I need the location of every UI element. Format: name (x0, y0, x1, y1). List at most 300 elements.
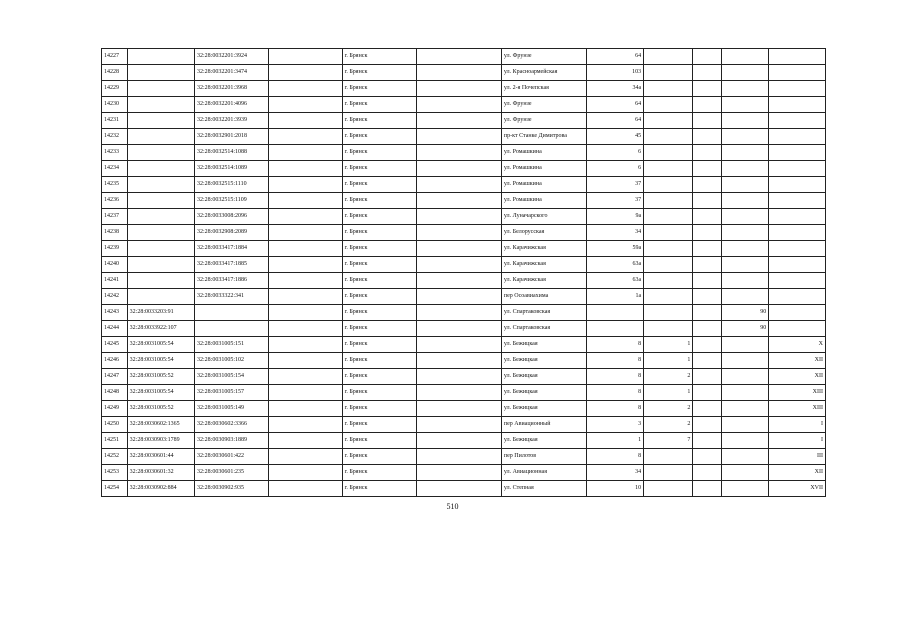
cell-premises-number (769, 305, 826, 321)
cell-extra-cadastral-number (268, 257, 342, 273)
cell-corpus (693, 449, 722, 465)
cell-house-number: 103 (587, 65, 644, 81)
cell-house-number: 8 (587, 385, 644, 401)
table-row (102, 145, 826, 161)
cell-object-cadastral-number: 32:28:0032514:1089 (195, 161, 269, 177)
cell-corpus (693, 321, 722, 337)
cell-building (644, 129, 693, 145)
cell-building (644, 241, 693, 257)
cell-flat (722, 65, 769, 81)
cell-building: 7 (644, 433, 693, 449)
cell-street: ул. Бежицкая (501, 353, 587, 369)
cell-land-cadastral-number (127, 193, 194, 209)
cell-district (417, 225, 501, 241)
cell-extra-cadastral-number (268, 209, 342, 225)
table-row (102, 353, 826, 369)
table-body (102, 49, 826, 497)
cell-street: ул. 2-я Почепская (501, 81, 587, 97)
cell-house-number: 9а (587, 209, 644, 225)
cell-flat (722, 273, 769, 289)
cell-object-cadastral-number: 32:28:0032514:1088 (195, 145, 269, 161)
cell-flat (722, 97, 769, 113)
cell-corpus (693, 113, 722, 129)
table-row (102, 433, 826, 449)
cell-extra-cadastral-number (268, 481, 342, 497)
registry-table (101, 48, 826, 497)
cell-building (644, 209, 693, 225)
cell-extra-cadastral-number (268, 49, 342, 65)
cell-street: ул. Спартаковская (501, 321, 587, 337)
cell-building (644, 49, 693, 65)
cell-city: г. Брянск (342, 337, 417, 353)
cell-premises-number (769, 65, 826, 81)
cell-premises-number (769, 225, 826, 241)
cell-row-number: 14233 (102, 145, 128, 161)
cell-extra-cadastral-number (268, 433, 342, 449)
cell-street: ул. Белорусская (501, 225, 587, 241)
cell-city: г. Брянск (342, 481, 417, 497)
cell-row-number: 14236 (102, 193, 128, 209)
cell-building (644, 321, 693, 337)
cell-house-number: 10 (587, 481, 644, 497)
cell-house-number: 45 (587, 129, 644, 145)
cell-row-number: 14249 (102, 401, 128, 417)
cell-corpus (693, 433, 722, 449)
cell-flat (722, 113, 769, 129)
cell-flat (722, 289, 769, 305)
cell-street: ул. Фрунзе (501, 49, 587, 65)
cell-building (644, 273, 693, 289)
cell-city: г. Брянск (342, 129, 417, 145)
cell-flat (722, 369, 769, 385)
table-row (102, 337, 826, 353)
cell-row-number: 14227 (102, 49, 128, 65)
cell-extra-cadastral-number (268, 449, 342, 465)
cell-building (644, 305, 693, 321)
cell-premises-number: I (769, 433, 826, 449)
cell-district (417, 177, 501, 193)
page-number: 510 (446, 502, 459, 511)
cell-corpus (693, 97, 722, 113)
cell-house-number: 63а (587, 257, 644, 273)
cell-building (644, 193, 693, 209)
cell-city: г. Брянск (342, 465, 417, 481)
cell-premises-number: XII (769, 465, 826, 481)
cell-land-cadastral-number: 32:28:0031005:54 (127, 337, 194, 353)
cell-district (417, 433, 501, 449)
cell-city: г. Брянск (342, 305, 417, 321)
cell-city: г. Брянск (342, 289, 417, 305)
cell-object-cadastral-number: 32:28:0030602:3366 (195, 417, 269, 433)
cell-building (644, 465, 693, 481)
cell-object-cadastral-number: 32:28:0031005:151 (195, 337, 269, 353)
cell-district (417, 321, 501, 337)
cell-district (417, 353, 501, 369)
cell-premises-number (769, 161, 826, 177)
cell-row-number: 14254 (102, 481, 128, 497)
cell-district (417, 257, 501, 273)
cell-flat (722, 465, 769, 481)
cell-object-cadastral-number: 32:28:0033322:341 (195, 289, 269, 305)
cell-extra-cadastral-number (268, 193, 342, 209)
cell-street: ул. Ромашкина (501, 161, 587, 177)
cell-land-cadastral-number (127, 129, 194, 145)
cell-building: 2 (644, 417, 693, 433)
cell-city: г. Брянск (342, 65, 417, 81)
cell-district (417, 49, 501, 65)
cell-extra-cadastral-number (268, 289, 342, 305)
cell-district (417, 97, 501, 113)
cell-district (417, 193, 501, 209)
table-row (102, 369, 826, 385)
cell-object-cadastral-number (195, 321, 269, 337)
cell-district (417, 449, 501, 465)
cell-object-cadastral-number: 32:28:0031005:157 (195, 385, 269, 401)
cell-district (417, 241, 501, 257)
table-row (102, 257, 826, 273)
cell-house-number: 64 (587, 113, 644, 129)
cell-row-number: 14234 (102, 161, 128, 177)
cell-flat (722, 209, 769, 225)
cell-building (644, 257, 693, 273)
cell-extra-cadastral-number (268, 305, 342, 321)
cell-corpus (693, 353, 722, 369)
cell-house-number: 8 (587, 449, 644, 465)
cell-flat (722, 337, 769, 353)
cell-row-number: 14253 (102, 465, 128, 481)
table-row (102, 417, 826, 433)
cell-street: ул. Фрунзе (501, 97, 587, 113)
cell-object-cadastral-number: 32:28:0032515:1109 (195, 193, 269, 209)
cell-land-cadastral-number (127, 241, 194, 257)
cell-row-number: 14251 (102, 433, 128, 449)
cell-city: г. Брянск (342, 81, 417, 97)
cell-extra-cadastral-number (268, 241, 342, 257)
table-row (102, 209, 826, 225)
cell-row-number: 14231 (102, 113, 128, 129)
table-row (102, 161, 826, 177)
cell-premises-number (769, 257, 826, 273)
cell-city: г. Брянск (342, 433, 417, 449)
table-row (102, 385, 826, 401)
cell-extra-cadastral-number (268, 225, 342, 241)
cell-building (644, 113, 693, 129)
cell-building (644, 289, 693, 305)
cell-building: 1 (644, 385, 693, 401)
cell-row-number: 14242 (102, 289, 128, 305)
table-row (102, 81, 826, 97)
cell-premises-number: I (769, 417, 826, 433)
cell-corpus (693, 209, 722, 225)
cell-extra-cadastral-number (268, 81, 342, 97)
cell-premises-number (769, 209, 826, 225)
cell-city: г. Брянск (342, 49, 417, 65)
cell-extra-cadastral-number (268, 321, 342, 337)
cell-land-cadastral-number (127, 225, 194, 241)
table-row (102, 241, 826, 257)
cell-flat (722, 481, 769, 497)
cell-land-cadastral-number: 32:28:0030902:884 (127, 481, 194, 497)
cell-street: пер Осоавиахима (501, 289, 587, 305)
cell-flat (722, 241, 769, 257)
cell-flat (722, 193, 769, 209)
cell-corpus (693, 465, 722, 481)
cell-object-cadastral-number: 32:28:0033417:1886 (195, 273, 269, 289)
cell-corpus (693, 49, 722, 65)
cell-house-number: 1а (587, 289, 644, 305)
cell-row-number: 14229 (102, 81, 128, 97)
cell-district (417, 417, 501, 433)
cell-district (417, 209, 501, 225)
cell-object-cadastral-number: 32:28:0030601:235 (195, 465, 269, 481)
cell-object-cadastral-number: 32:28:0031005:149 (195, 401, 269, 417)
cell-object-cadastral-number: 32:28:0032201:4096 (195, 97, 269, 113)
cell-street: ул. Ромашкина (501, 177, 587, 193)
cell-building (644, 225, 693, 241)
cell-extra-cadastral-number (268, 465, 342, 481)
cell-extra-cadastral-number (268, 417, 342, 433)
cell-extra-cadastral-number (268, 145, 342, 161)
cell-house-number: 63а (587, 273, 644, 289)
cell-building (644, 449, 693, 465)
cell-corpus (693, 417, 722, 433)
cell-district (417, 161, 501, 177)
cell-object-cadastral-number: 32:28:0030601:422 (195, 449, 269, 465)
cell-street: ул. Спартаковская (501, 305, 587, 321)
cell-row-number: 14240 (102, 257, 128, 273)
cell-premises-number (769, 113, 826, 129)
cell-house-number: 3 (587, 417, 644, 433)
cell-object-cadastral-number: 32:28:0032515:1110 (195, 177, 269, 193)
cell-flat (722, 129, 769, 145)
cell-flat (722, 161, 769, 177)
cell-premises-number (769, 145, 826, 161)
cell-flat (722, 417, 769, 433)
cell-premises-number (769, 273, 826, 289)
cell-extra-cadastral-number (268, 97, 342, 113)
cell-flat (722, 177, 769, 193)
cell-row-number: 14250 (102, 417, 128, 433)
cell-land-cadastral-number (127, 177, 194, 193)
cell-district (417, 401, 501, 417)
cell-house-number: 34 (587, 465, 644, 481)
cell-house-number: 37 (587, 177, 644, 193)
cell-street: пр-кт Станке Димитрова (501, 129, 587, 145)
cell-extra-cadastral-number (268, 369, 342, 385)
cell-land-cadastral-number (127, 81, 194, 97)
cell-district (417, 465, 501, 481)
table-row (102, 401, 826, 417)
cell-object-cadastral-number: 32:28:0032201:3474 (195, 65, 269, 81)
cell-corpus (693, 385, 722, 401)
cell-house-number: 6 (587, 145, 644, 161)
cell-district (417, 129, 501, 145)
cell-flat (722, 385, 769, 401)
table-row (102, 97, 826, 113)
table-row (102, 481, 826, 497)
cell-street: ул. Бежицкая (501, 433, 587, 449)
cell-building (644, 161, 693, 177)
cell-land-cadastral-number (127, 145, 194, 161)
cell-city: г. Брянск (342, 273, 417, 289)
cell-premises-number: XVII (769, 481, 826, 497)
cell-row-number: 14239 (102, 241, 128, 257)
cell-building: 1 (644, 337, 693, 353)
registry-table-sheet (101, 48, 826, 497)
cell-object-cadastral-number: 32:28:0033417:1884 (195, 241, 269, 257)
cell-row-number: 14248 (102, 385, 128, 401)
cell-street: пер Пилотов (501, 449, 587, 465)
cell-extra-cadastral-number (268, 273, 342, 289)
cell-land-cadastral-number: 32:28:0030602:1365 (127, 417, 194, 433)
cell-house-number: 6 (587, 161, 644, 177)
cell-house-number: 1 (587, 433, 644, 449)
cell-object-cadastral-number: 32:28:0033008:2096 (195, 209, 269, 225)
cell-flat (722, 401, 769, 417)
cell-land-cadastral-number (127, 49, 194, 65)
cell-district (417, 369, 501, 385)
cell-premises-number (769, 193, 826, 209)
cell-object-cadastral-number (195, 305, 269, 321)
cell-row-number: 14235 (102, 177, 128, 193)
cell-object-cadastral-number: 32:28:0031005:102 (195, 353, 269, 369)
cell-premises-number (769, 241, 826, 257)
cell-street: ул. Бежицкая (501, 385, 587, 401)
table-row (102, 321, 826, 337)
cell-house-number: 64 (587, 97, 644, 113)
cell-district (417, 65, 501, 81)
cell-building (644, 81, 693, 97)
cell-building: 2 (644, 369, 693, 385)
cell-premises-number: X (769, 337, 826, 353)
cell-corpus (693, 337, 722, 353)
cell-extra-cadastral-number (268, 177, 342, 193)
cell-premises-number: III (769, 449, 826, 465)
cell-premises-number (769, 321, 826, 337)
cell-land-cadastral-number: 32:28:0031005:52 (127, 369, 194, 385)
cell-house-number: 64 (587, 49, 644, 65)
cell-street: ул. Бежицкая (501, 401, 587, 417)
cell-premises-number (769, 81, 826, 97)
cell-house-number: 8 (587, 337, 644, 353)
cell-corpus (693, 305, 722, 321)
cell-land-cadastral-number (127, 65, 194, 81)
table-row (102, 273, 826, 289)
cell-row-number: 14230 (102, 97, 128, 113)
cell-house-number (587, 305, 644, 321)
cell-building (644, 97, 693, 113)
cell-city: г. Брянск (342, 321, 417, 337)
cell-flat (722, 81, 769, 97)
table-row (102, 65, 826, 81)
cell-street: пер Авиационный (501, 417, 587, 433)
cell-land-cadastral-number: 32:28:0031005:52 (127, 401, 194, 417)
cell-premises-number: XII (769, 369, 826, 385)
cell-land-cadastral-number: 32:28:0031005:54 (127, 385, 194, 401)
cell-flat (722, 49, 769, 65)
cell-land-cadastral-number: 32:28:0030601:44 (127, 449, 194, 465)
cell-city: г. Брянск (342, 145, 417, 161)
cell-extra-cadastral-number (268, 353, 342, 369)
cell-row-number: 14238 (102, 225, 128, 241)
cell-street: ул. Красноармейская (501, 65, 587, 81)
cell-land-cadastral-number: 32:28:0033203:91 (127, 305, 194, 321)
cell-premises-number (769, 177, 826, 193)
cell-corpus (693, 401, 722, 417)
cell-premises-number: XIII (769, 401, 826, 417)
table-row (102, 113, 826, 129)
cell-street: ул. Степная (501, 481, 587, 497)
cell-land-cadastral-number (127, 161, 194, 177)
cell-city: г. Брянск (342, 241, 417, 257)
cell-city: г. Брянск (342, 177, 417, 193)
cell-district (417, 289, 501, 305)
cell-premises-number: XIII (769, 385, 826, 401)
cell-land-cadastral-number (127, 97, 194, 113)
cell-street: ул. Карачижская (501, 257, 587, 273)
cell-row-number: 14245 (102, 337, 128, 353)
cell-land-cadastral-number (127, 273, 194, 289)
cell-corpus (693, 161, 722, 177)
cell-object-cadastral-number: 32:28:0032201:3939 (195, 113, 269, 129)
cell-premises-number (769, 49, 826, 65)
cell-row-number: 14228 (102, 65, 128, 81)
cell-building (644, 177, 693, 193)
cell-city: г. Брянск (342, 385, 417, 401)
cell-object-cadastral-number: 32:28:0032908:2089 (195, 225, 269, 241)
table-row (102, 49, 826, 65)
cell-row-number: 14252 (102, 449, 128, 465)
cell-building (644, 145, 693, 161)
cell-district (417, 337, 501, 353)
cell-premises-number (769, 97, 826, 113)
cell-corpus (693, 289, 722, 305)
cell-district (417, 481, 501, 497)
cell-house-number: 34а (587, 81, 644, 97)
cell-object-cadastral-number: 32:28:0033417:1885 (195, 257, 269, 273)
cell-flat: 90 (722, 305, 769, 321)
cell-city: г. Брянск (342, 97, 417, 113)
cell-land-cadastral-number: 32:28:0031005:54 (127, 353, 194, 369)
cell-object-cadastral-number: 32:28:0032901:2018 (195, 129, 269, 145)
cell-land-cadastral-number: 32:28:0030601:32 (127, 465, 194, 481)
cell-flat: 90 (722, 321, 769, 337)
cell-flat (722, 353, 769, 369)
cell-corpus (693, 129, 722, 145)
cell-land-cadastral-number: 32:28:0030903:1789 (127, 433, 194, 449)
cell-extra-cadastral-number (268, 161, 342, 177)
cell-city: г. Брянск (342, 401, 417, 417)
cell-row-number: 14237 (102, 209, 128, 225)
cell-city: г. Брянск (342, 417, 417, 433)
cell-house-number: 8 (587, 369, 644, 385)
cell-house-number: 8 (587, 401, 644, 417)
cell-row-number: 14247 (102, 369, 128, 385)
cell-object-cadastral-number: 32:28:0032201:3968 (195, 81, 269, 97)
cell-extra-cadastral-number (268, 401, 342, 417)
cell-corpus (693, 65, 722, 81)
cell-street: ул. Ромашкина (501, 193, 587, 209)
cell-flat (722, 257, 769, 273)
cell-extra-cadastral-number (268, 65, 342, 81)
cell-building (644, 481, 693, 497)
cell-city: г. Брянск (342, 449, 417, 465)
cell-corpus (693, 177, 722, 193)
cell-district (417, 385, 501, 401)
cell-corpus (693, 481, 722, 497)
cell-district (417, 305, 501, 321)
cell-house-number: 59а (587, 241, 644, 257)
